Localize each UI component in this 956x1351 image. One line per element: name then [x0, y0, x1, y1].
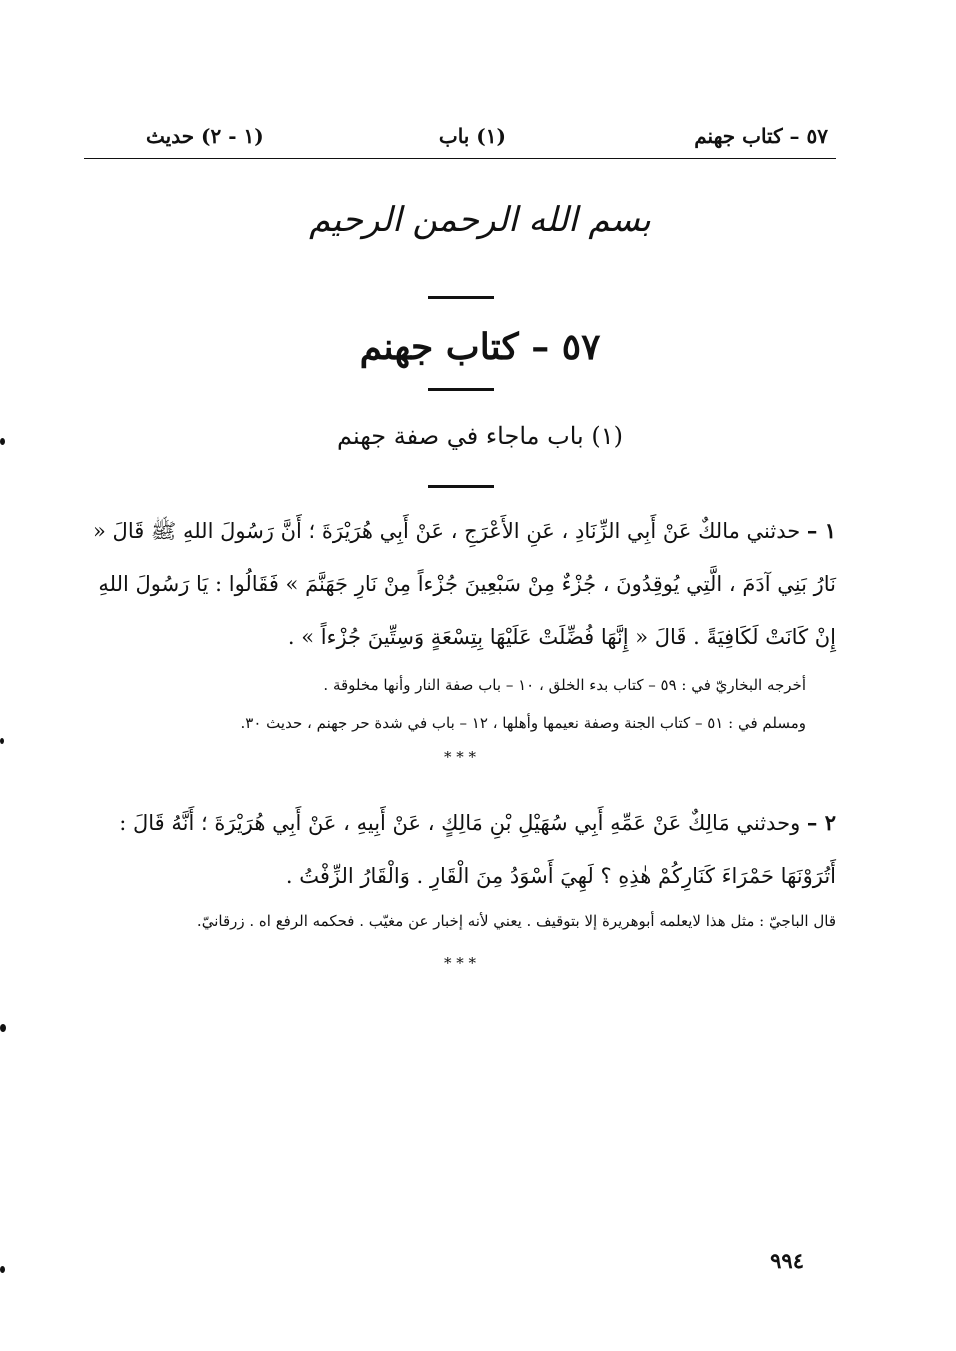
footnote-muslim: ومسلم في : ٥١ – كتاب الجنة وصفة نعيمها وأهلها ، ١٢ – باب في شدة حر جهنم ، حديث ٣٠.: [240, 714, 806, 732]
hadith-1: [84, 504, 836, 664]
hadith-2: [84, 796, 836, 903]
scan-speck: [0, 1024, 6, 1032]
divider-3: [428, 485, 494, 488]
basmala: بسم الله الرحمن الرحيم: [309, 200, 651, 240]
footnote-bukhari: أخرجه البخاريّ في : ٥٩ – كتاب بدء الخلق ، ١٠ – باب صفة النار وأنها مخلوقة .: [323, 676, 806, 694]
section-separator-1: * * *: [443, 748, 477, 766]
page-number: ٩٩٤: [770, 1248, 804, 1273]
scan-speck: [0, 1266, 5, 1273]
header-hadith-range: (١ - ٢) حديث: [146, 124, 264, 148]
footnote-baji: قال الباجيّ : مثل هذا لايعلمه أبوهريرة إلا بتوقيف . يعني لأنه إخبار عن مغيّب . فحكمه الرفع اه . زرقانيّ.: [196, 912, 836, 930]
chapter-title: (١) باب ماجاء في صفة جهنم: [337, 422, 623, 450]
scan-speck: [0, 738, 4, 744]
divider-1: [428, 296, 494, 299]
header-book: ٥٧ – كتاب جهنم: [694, 124, 828, 148]
hadith-2-number: ٢ –: [806, 810, 836, 835]
header-divider: [84, 158, 836, 159]
section-separator-2: * * *: [443, 954, 477, 972]
book-title: ٥٧ – كتاب جهنم: [359, 326, 601, 368]
scan-speck: [0, 438, 5, 445]
hadith-2-text: وحدثني مَالِكٌ عَنْ عَمِّهِ أَبِي سُهَيْلِ بْنِ مَالِكٍ ، عَنْ أَبِيهِ ، عَنْ أَبِي هُرَيْرَةَ ؛ أَنَّهُ قَالَ : أَتُرَوْنَهَا حَمْرَاءَ كَنَارِكُمْ هٰذِهِ ؟ لَهِيَ أَسْوَدُ مِنَ الْقَارِ . وَالْقَارُ الزِّفْتُ .: [119, 811, 836, 888]
running-header: [84, 118, 836, 158]
hadith-1-number: ١ –: [806, 518, 836, 543]
divider-2: [428, 388, 494, 391]
hadith-1-text: حدثني مالكٌ عَنْ أَبِي الزِّنَادِ ، عَنِ الأَعْرَجِ ، عَنْ أَبِي هُرَيْرَةَ ؛ أَنَّ رَسُولَ اللهِ ﷺ قَالَ « نَارُ بَنِي آدَمَ ، الَّتِي يُوقِدُونَ ، جُزْءٌ مِنْ سَبْعِينَ جُزْءاً مِنْ نَارِ جَهَنَّمَ » فَقَالُوا : يَا رَسُولَ اللهِ إِنْ كَانَتْ لَكَافِيَةً . قَالَ « إِنَّهَا فُضِّلَتْ عَلَيْهَا بِتِسْعَةٍ وَسِتِّينَ جُزْءاً » .: [93, 519, 836, 649]
header-chapter: (١) باب: [438, 124, 506, 148]
